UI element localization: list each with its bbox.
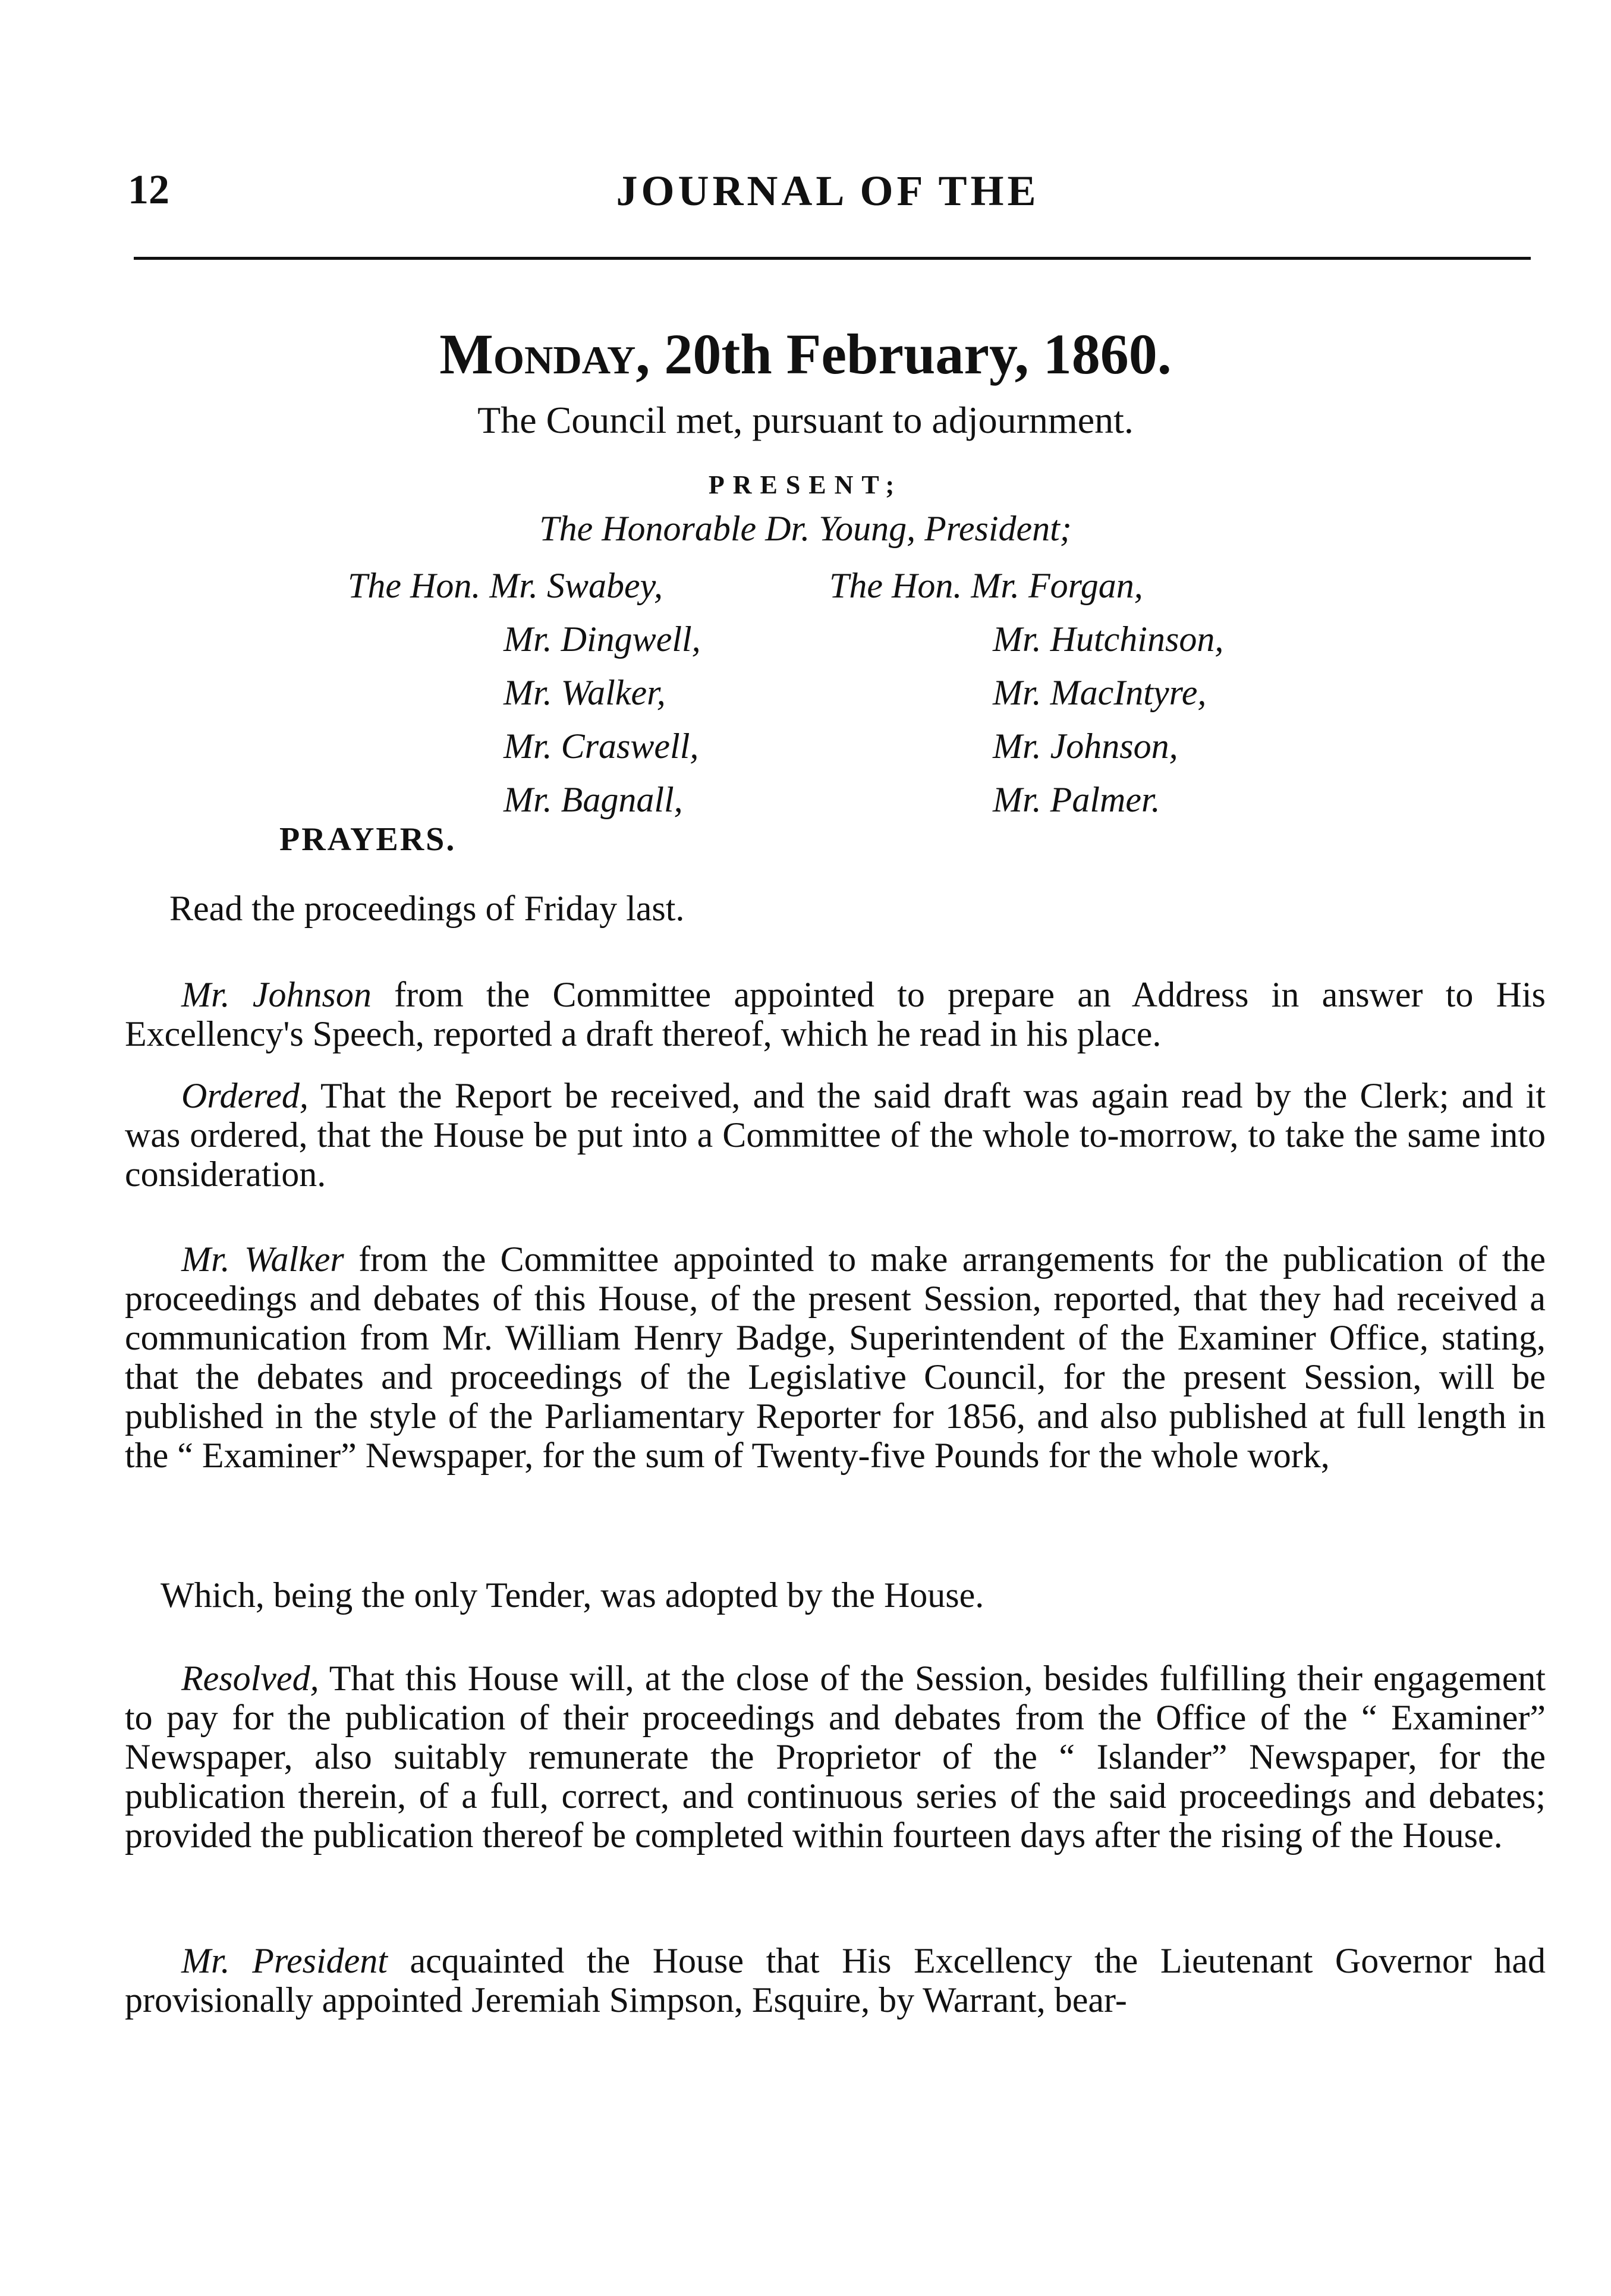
paragraph-read-proceedings [125, 889, 1546, 928]
member-entry: Mr. Palmer. [993, 780, 1160, 819]
member-entry: Mr. Hutchinson, [993, 619, 1224, 659]
page-header [128, 166, 1528, 232]
paragraph-resolved [125, 1659, 1546, 1855]
met-line: The Council met, pursuant to adjournment. [477, 399, 1134, 441]
member-entry: The Hon. Mr. Forgan, [829, 566, 1143, 605]
member-entry: Mr. MacIntyre, [993, 673, 1207, 712]
date-heading-day: Monday, [439, 322, 650, 386]
paragraph-text: Which, being the only Tender, was adopted by the House. [161, 1575, 984, 1615]
member-entry: Mr. Walker, [504, 673, 666, 712]
paragraph-text: Read the proceedings of Friday last. [169, 889, 685, 928]
paragraph-address-report [125, 975, 1546, 1053]
paragraph-lead: Mr. Walker [181, 1240, 344, 1279]
member-entry: Mr. Johnson, [993, 726, 1178, 766]
date-heading-date: 20th February, 1860. [664, 322, 1172, 386]
members-right-column [829, 559, 1364, 826]
president-line: The Honorable Dr. Young, President; [539, 509, 1072, 548]
member-entry: Mr. Dingwell, [504, 619, 701, 659]
date-heading [0, 321, 1611, 387]
member-entry: Mr. Bagnall, [504, 780, 683, 819]
paragraph-text: from the Committee appointed to make arrangements for the publication of the proceedings and debates of this House, of the present Session, reported, that they had received a communication from Mr. William Henry Badge, Superintendent of the Examiner Office, stating, that the debates and proceedings of the Legislative Council, for the present Session, will be published in the style of the Parliamentary Reporter for 1856, and also published at full length in the “ Examiner” Newspaper, for the sum of Twenty-five Pounds for the whole work, [125, 1240, 1546, 1475]
paragraph-text: That the Report be received, and the said draft was again read by the Clerk; and it was ordered, that the House be put into a Committee of the whole to-morrow, to take the same into consideration. [125, 1076, 1546, 1194]
paragraph-lead: Mr. Johnson [181, 975, 372, 1014]
paragraph-text: That this House will, at the close of the Session, besides fulfilling their engagement to pay for the publication of their proceedings and debates from the Office of the “ Examiner” Newspaper, also suitably remunerate the Proprietor of the “ Islander” Newspaper, for the publication therein, of a full, correct, and continuous series of the said proceedings and debates; provided the publication thereof be completed within fourteen days after the rising of the House. [125, 1659, 1546, 1855]
paragraph-tender-adopted [125, 1575, 1546, 1615]
paragraph-lead: Mr. President [181, 1941, 388, 1980]
paragraph-text: acquainted the House that His Excellency the Lieutenant Governor had provisionally appointed Jeremiah Simpson, Esquire, by Warrant, bear- [125, 1941, 1546, 2020]
paragraph-text: from the Committee appointed to prepare an Address in answer to His Excellency's Speech, reported a draft thereof, which he read in his place. [125, 975, 1546, 1053]
prayers-heading: PRAYERS. [279, 821, 457, 858]
page-number: 12 [128, 167, 169, 213]
paragraph-lead: Ordered, [181, 1076, 309, 1115]
paragraph-publication-report [125, 1240, 1546, 1475]
present-label: PRESENT; [708, 470, 903, 499]
paragraph-president-acquainted [125, 1941, 1546, 2020]
member-entry: The Hon. Mr. Swabey, [348, 566, 663, 605]
header-rule [134, 257, 1531, 260]
running-title: JOURNAL OF THE [616, 167, 1040, 215]
members-left-column [348, 559, 883, 826]
paragraph-ordered [125, 1076, 1546, 1194]
paragraph-lead: Resolved, [181, 1659, 319, 1698]
member-entry: Mr. Craswell, [504, 726, 699, 766]
